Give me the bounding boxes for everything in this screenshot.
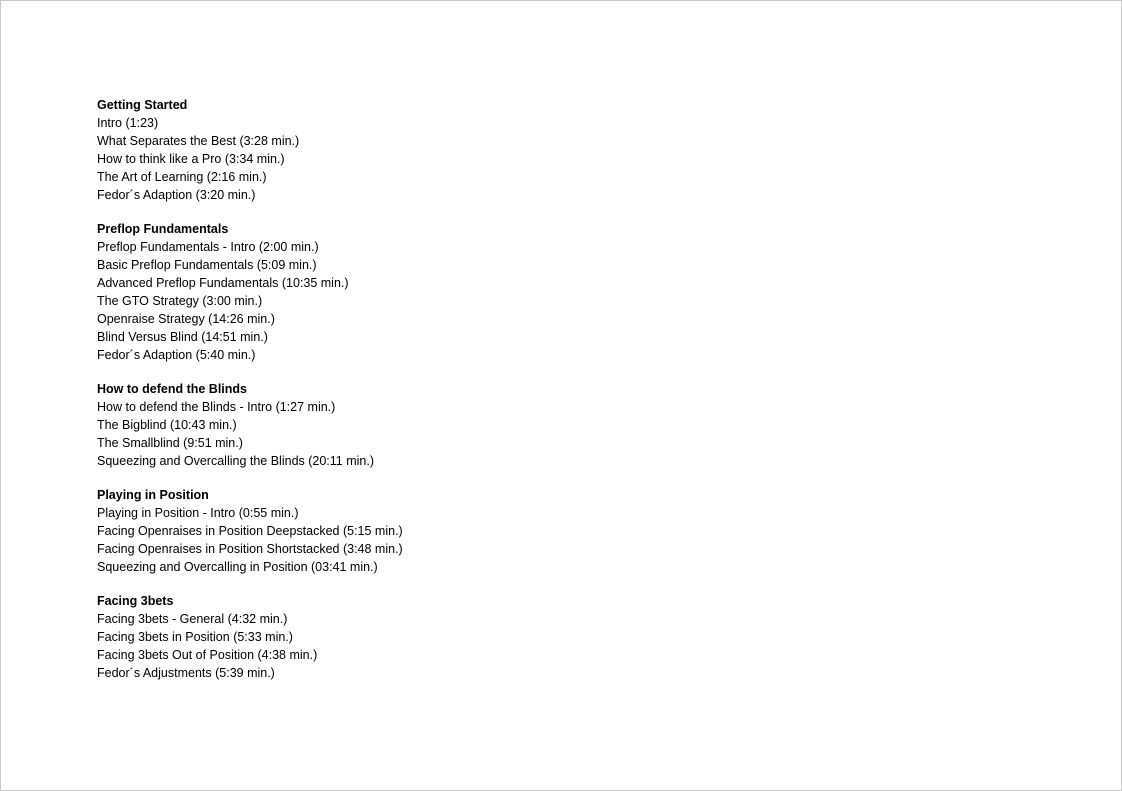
list-item: Facing 3bets Out of Position (4:38 min.) [97, 648, 318, 662]
list-item: The GTO Strategy (3:00 min.) [97, 294, 263, 308]
section-heading: Facing 3bets [97, 594, 174, 608]
section-preflop-fundamentals [97, 220, 697, 364]
list-item: Preflop Fundamentals - Intro (2:00 min.) [97, 240, 319, 254]
list-item: The Art of Learning (2:16 min.) [97, 170, 267, 184]
list-item: Facing Openraises in Position Shortstacked (3:48 min.) [97, 542, 403, 556]
list-item: Playing in Position - Intro (0:55 min.) [97, 506, 299, 520]
list-item: How to defend the Blinds - Intro (1:27 min.) [97, 400, 336, 414]
section-heading: Playing in Position [97, 488, 209, 502]
list-item: Fedor´s Adaption (3:20 min.) [97, 188, 256, 202]
list-item: Squeezing and Overcalling in Position (03:41 min.) [97, 560, 378, 574]
list-item: Openraise Strategy (14:26 min.) [97, 312, 275, 326]
section-heading: Getting Started [97, 98, 188, 112]
list-item: The Smallblind (9:51 min.) [97, 436, 243, 450]
section-playing-in-position [97, 486, 697, 576]
section-heading: How to defend the Blinds [97, 382, 247, 396]
list-item: Facing 3bets - General (4:32 min.) [97, 612, 288, 626]
list-item: Blind Versus Blind (14:51 min.) [97, 330, 268, 344]
list-item: Basic Preflop Fundamentals (5:09 min.) [97, 258, 317, 272]
list-item: Intro (1:23) [97, 116, 159, 130]
section-facing-3bets [97, 592, 697, 682]
list-item: Squeezing and Overcalling the Blinds (20:11 min.) [97, 454, 375, 468]
list-item: Fedor´s Adjustments (5:39 min.) [97, 666, 275, 680]
list-item: Facing Openraises in Position Deepstacked (5:15 min.) [97, 524, 403, 538]
document-body[interactable] [97, 96, 697, 698]
list-item: Fedor´s Adaption (5:40 min.) [97, 348, 256, 362]
list-item: Facing 3bets in Position (5:33 min.) [97, 630, 293, 644]
section-getting-started [97, 96, 697, 204]
section-defend-blinds [97, 380, 697, 470]
list-item: What Separates the Best (3:28 min.) [97, 134, 300, 148]
list-item: Advanced Preflop Fundamentals (10:35 min.) [97, 276, 349, 290]
section-heading: Preflop Fundamentals [97, 222, 229, 236]
list-item: The Bigblind (10:43 min.) [97, 418, 237, 432]
list-item: How to think like a Pro (3:34 min.) [97, 152, 285, 166]
